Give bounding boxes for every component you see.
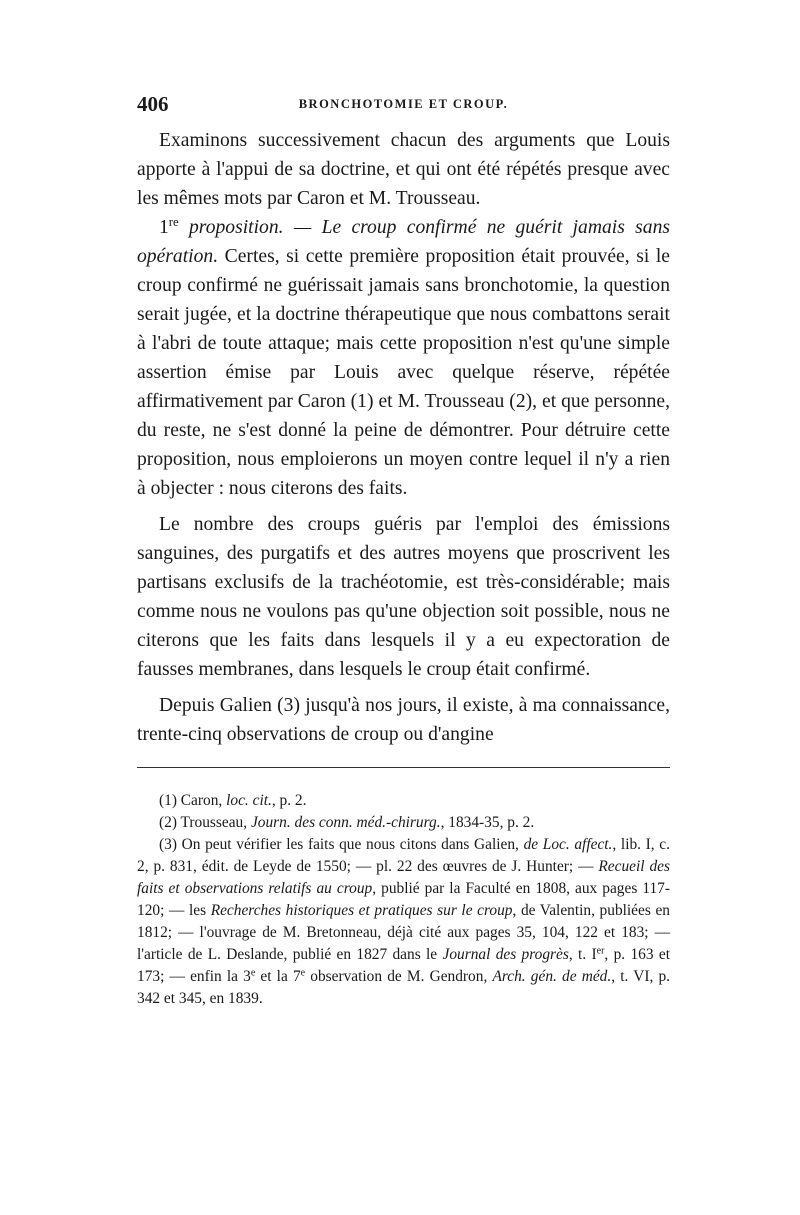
footnote-3-text: , p. 163 et 173; — enfin la 3 (137, 946, 670, 985)
footnote-1-text: (1) Caron, (159, 792, 227, 809)
footnote-2 (137, 812, 670, 834)
footnote-1-ref: loc. cit. (226, 792, 272, 809)
footnote-2-text: (2) Trousseau, (159, 814, 251, 831)
footnote-3-superscript: e (300, 967, 306, 979)
footnote-1 (137, 790, 670, 812)
page-header (137, 92, 670, 120)
footnote-2-page: , 1834-35, p. 2. (440, 814, 535, 831)
main-text (137, 126, 670, 749)
footnote-2-ref: Journ. des conn. méd.-chirurg. (250, 814, 441, 831)
footnote-3-ref: Journal des progrès (442, 946, 569, 963)
paragraph-2-text: Certes, si cette première proposition était prouvée, si le croup confirmé ne guérissait jamais sans bronchotomie, la question serait jugée, et la doctrine thérapeutique que nous combattons serait à l'abri de toute attaque; mais cette proposition n'est qu'une simple assertion émise par Louis avec quelque réserve, répétée affirmativement par Caron (1) et M. Trousseau (2), et que personne, du reste, ne s'est donné la peine de démontrer. Pour détruire cette proposition, nous emploierons un moyen contre lequel il n'y a rien à objecter : nous citerons des faits. (137, 246, 670, 499)
proposition-number: 1 (159, 217, 169, 238)
paragraph-4: Depuis Galien (3) jusqu'à nos jours, il existe, à ma connaissance, trente-cinq observations de croup ou d'angine (137, 695, 670, 745)
book-page (137, 92, 670, 1010)
footnote-3-ref: Recherches historiques et pratiques sur le croup (210, 902, 513, 919)
ordinal-superscript: re (168, 215, 179, 229)
paragraph-3: Le nombre des croups guéris par l'emploi des émissions sanguines, des purgatifs et des autres moyens que proscrivent les partisans exclusifs de la trachéotomie, est très-considérable; mais comme nous ne voulons pas qu'une objection soit possible, nous ne citerons que les faits dans lesquels il y a eu expectoration de fausses membranes, dans lesquels le croup était confirmé. (137, 514, 670, 680)
page-number: 406 (137, 92, 169, 116)
footnote-3-text: , t. I (568, 946, 597, 963)
footnote-3-ref: Arch. gén. de méd. (492, 968, 612, 985)
footnote-1-page: , p. 2. (271, 792, 307, 809)
footnote-3-ref: de Loc. affect. (523, 836, 613, 853)
footnote-3-text: observation de M. Gendron, (305, 968, 493, 985)
footnote-3-text: , t. VI, p. 342 et 345, en 1839. (137, 968, 670, 1007)
footnote-3-superscript: er (596, 945, 605, 957)
running-title: BRONCHOTOMIE ET CROUP. (298, 97, 509, 111)
footnotes (137, 790, 670, 1010)
footnote-3-text: et la 7 (255, 968, 301, 985)
footnote-3-text: , publié par la Faculté en 1808, aux pages 117-120; — les (137, 880, 670, 919)
footnote-3-superscript: e (250, 967, 256, 979)
proposition-heading: proposition. — Le croup confirmé ne guérit jamais sans opération. (137, 217, 670, 267)
footnote-3-text: , lib. I, c. 2, p. 831, édit. de Leyde de 1550; — pl. 22 des œuvres de J. Hunter; — (137, 836, 670, 875)
footnote-3-text: , de Valentin, publiées en 1812; — l'ouvrage de M. Bretonneau, déjà cité aux pages 35, 104, 122 et 183; — l'article de L. Deslande, publié en 1827 dans le (137, 902, 670, 963)
footnote-3-ref: Recueil des faits et observations relatifs au croup (137, 858, 670, 897)
footnote-3-text: (3) On peut vérifier les faits que nous citons dans Galien, (159, 836, 524, 853)
footnote-divider (137, 767, 670, 768)
paragraph-2 (137, 213, 670, 503)
footnote-3 (137, 834, 670, 1010)
paragraph-1: Examinons successivement chacun des arguments que Louis apporte à l'appui de sa doctrine, et qui ont été répétés presque avec les mêmes mots par Caron et M. Trousseau. (137, 130, 670, 209)
